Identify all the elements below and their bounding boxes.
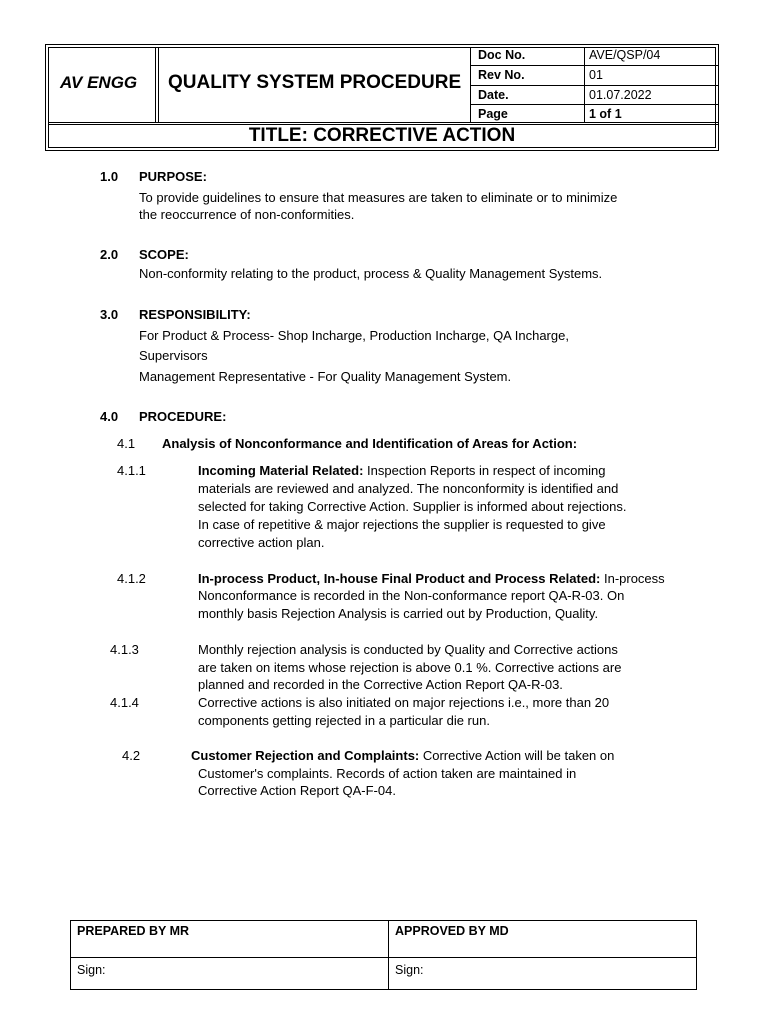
divider: [470, 65, 718, 66]
body-line: [198, 462, 606, 480]
section-heading: RESPONSIBILITY:: [139, 307, 251, 322]
approved-by-label: APPROVED BY MD: [395, 924, 509, 938]
divider: [388, 921, 389, 989]
body-line: the reoccurrence of non-conformities.: [139, 207, 355, 222]
section-number: 2.0: [100, 247, 119, 262]
rev-no-value: 01: [589, 68, 603, 82]
divider: [470, 104, 718, 105]
subsection-number: 4.2: [122, 748, 141, 763]
section-number: 1.0: [100, 169, 119, 184]
page-value: 1 of 1: [589, 107, 622, 121]
inline-heading: In-process Product, In-house Final Product and Process Related:: [198, 571, 601, 586]
doc-no-value: AVE/QSP/04: [589, 48, 661, 62]
inline-heading: Customer Rejection and Complaints:: [191, 748, 420, 763]
section-heading: PURPOSE:: [139, 169, 207, 184]
body-line: Non-conformity relating to the product, process & Quality Management Systems.: [139, 266, 603, 281]
subsection-number: 4.1.2: [117, 571, 146, 586]
inline-text: Corrective Action will be taken on: [419, 748, 615, 763]
body-line: Management Representative - For Quality Management System.: [139, 369, 512, 384]
date-label: Date.: [478, 88, 509, 102]
inline-heading: Incoming Material Related:: [198, 463, 364, 478]
document-header: [45, 44, 719, 151]
divider: [155, 47, 156, 122]
body-line: Supervisors: [139, 348, 208, 363]
divider: [470, 85, 718, 86]
body-line: selected for taking Corrective Action. Supplier is informed about rejections.: [198, 499, 627, 514]
company-name: AV ENGG: [60, 73, 138, 92]
body-line: monthly basis Rejection Analysis is carried out by Production, Quality.: [198, 606, 599, 621]
body-line: materials are reviewed and analyzed. The nonconformity is identified and: [198, 481, 619, 496]
body-line: components getting rejected in a particular die run.: [198, 713, 490, 728]
section-number: 4.0: [100, 409, 119, 424]
body-line: are taken on items whose rejection is above 0.1 %. Corrective actions are: [198, 660, 622, 675]
subsection-number: 4.1: [117, 436, 136, 451]
body-line: To provide guidelines to ensure that measures are taken to eliminate or to minimize: [139, 190, 618, 205]
body-line: For Product & Process- Shop Incharge, Production Incharge, QA Incharge,: [139, 328, 569, 343]
body-line: corrective action plan.: [198, 535, 325, 550]
divider: [71, 957, 696, 958]
body-line: Customer's complaints. Records of action taken are maintained in: [198, 766, 577, 781]
body-line: Corrective Action Report QA-F-04.: [198, 783, 396, 798]
body-line: planned and recorded in the Corrective Action Report QA-R-03.: [198, 677, 563, 692]
body-line: [198, 570, 665, 588]
divider: [158, 47, 159, 122]
body-line: Nonconformance is recorded in the Non-conformance report QA-R-03. On: [198, 588, 625, 603]
document-type: QUALITY SYSTEM PROCEDURE: [168, 72, 462, 93]
inline-text: In-process: [600, 571, 665, 586]
section-heading: SCOPE:: [139, 247, 189, 262]
page-label: Page: [478, 107, 508, 121]
body-line: Monthly rejection analysis is conducted by Quality and Corrective actions: [198, 642, 618, 657]
body-line: Corrective actions is also initiated on major rejections i.e., more than 20: [198, 695, 610, 710]
sign-right-label: Sign:: [395, 963, 424, 977]
subsection-number: 4.1.3: [110, 642, 139, 657]
subsection-heading: Analysis of Nonconformance and Identification of Areas for Action:: [162, 436, 578, 451]
body-line: [191, 747, 614, 765]
rev-no-label: Rev No.: [478, 68, 525, 82]
prepared-by-label: PREPARED BY MR: [77, 924, 190, 938]
sign-left-label: Sign:: [77, 963, 106, 977]
section-heading: PROCEDURE:: [139, 409, 227, 424]
section-number: 3.0: [100, 307, 119, 322]
inline-text: Inspection Reports in respect of incoming: [363, 463, 606, 478]
date-value: 01.07.2022: [589, 88, 652, 102]
divider: [48, 122, 718, 123]
subsection-number: 4.1.4: [110, 695, 139, 710]
document-title: TITLE: CORRECTIVE ACTION: [248, 125, 516, 146]
signature-table: [70, 920, 697, 990]
body-line: In case of repetitive & major rejections the supplier is requested to give: [198, 517, 606, 532]
subsection-number: 4.1.1: [117, 463, 146, 478]
doc-no-label: Doc No.: [478, 48, 526, 62]
